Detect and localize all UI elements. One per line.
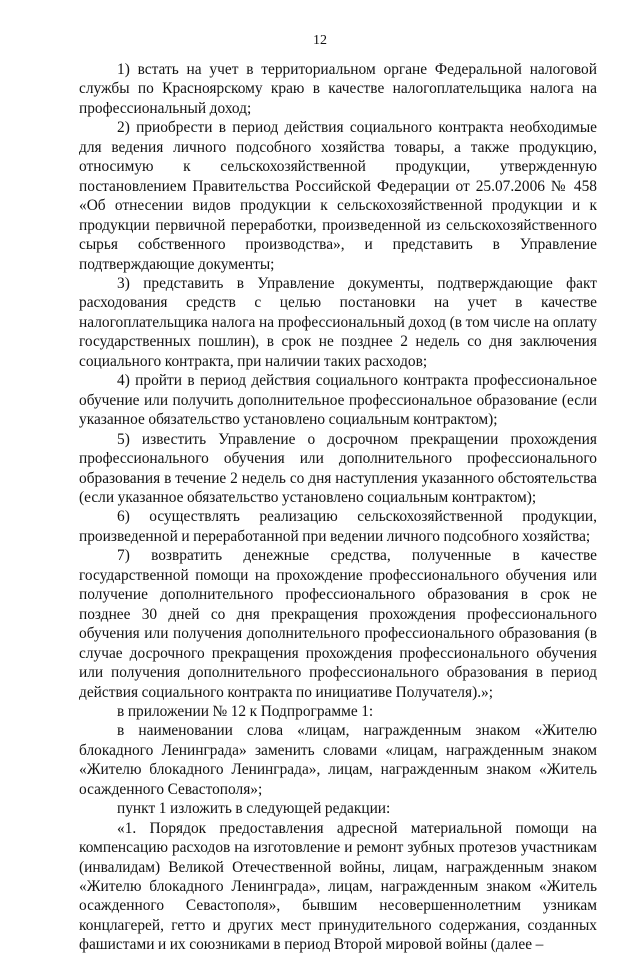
paragraph-appendix-12: в приложении № 12 к Подпрограмме 1:	[117, 702, 374, 720]
paragraph-item-3: 3) представить в Управление документы, подтверждающие факт расходования средств с целью постановки на учет в качестве налогоплательщика налога на профессиональный доход (в том числе на оплату государственных пошлин), в срок не позднее 2 недель со дня заключения социального контракта, при наличии таких расходов;	[79, 274, 597, 370]
paragraph-item-5: 5) известить Управление о досрочном прекращении прохождения профессионального обучения или дополнительного профессионального образования в течение 2 недель со дня наступления указанного обстоятельства (если указанное обязательство установлено социальным контрактом);	[79, 430, 597, 506]
document-body	[79, 60, 597, 955]
paragraph-title-replacement: в наименовании слова «лицам, награжденным знаком «Жителю блокадного Ленинграда» заменить словами «лицам, награжденным знаком «Жителю блокадного Ленинграда», лицам, награжденным знаком «Житель осажденного Севастополя»;	[79, 722, 597, 798]
paragraph-item-4: 4) пройти в период действия социального контракта профессиональное обучение или получить дополнительное профессиональное образование (если указанное обязательство установлено социальным контрактом);	[79, 372, 597, 429]
paragraph-item-1: 1) встать на учет в территориальном органе Федеральной налоговой службы по Красноярскому краю в качестве налогоплательщика налога на профессиональный доход;	[79, 61, 597, 117]
paragraph-item-2: 2) приобрести в период действия социального контракта необходимые для ведения личного подсобного хозяйства товары, а также продукцию, относимую к сельскохозяйственной продукции, утвержденную постановлением Правительства Российской Федерации от 25.07.2006 № 458 «Об отнесении видов продукции к сельскохозяйственной продукции и к продукции первичной переработки, произведенной из сельскохозяйственного сырья собственного производства», и представить в Управление подтверждающие документы;	[79, 119, 597, 273]
paragraph-item-6: 6) осуществлять реализацию сельскохозяйственной продукции, произведенной и переработанной при ведении личного подсобного хозяйства;	[79, 508, 597, 545]
paragraph-clause-1-intro: пункт 1 изложить в следующей редакции:	[117, 800, 391, 818]
paragraph-clause-1-text: «1. Порядок предоставления адресной материальной помощи на компенсацию расходов на изготовление и ремонт зубных протезов участникам (инвалидам) Великой Отечественной войны, лицам, награжденным знаком «Жителю блокадного Ленинграда», лицам, награжденным знаком «Житель осажденного Севастополя», бывшим несовершеннолетним узникам концлагерей, гетто и других мест принудительного содержания, созданных фашистами и их союзниками в период Второй мировой войны (далее –	[79, 819, 597, 954]
page-number: 12	[313, 33, 327, 48]
paragraph-item-7: 7) возвратить денежные средства, полученные в качестве государственной помощи на прохождение профессионального обучения или получение дополнительного профессионального образования в срок не позднее 30 дней со дня прекращения прохождения профессионального обучения или получения дополнительного профессионального образования (в случае досрочного прекращения прохождения профессионального обучения или получения дополнительного профессионального образования в период действия социального контракта по инициативе Получателя).»;	[79, 547, 597, 701]
